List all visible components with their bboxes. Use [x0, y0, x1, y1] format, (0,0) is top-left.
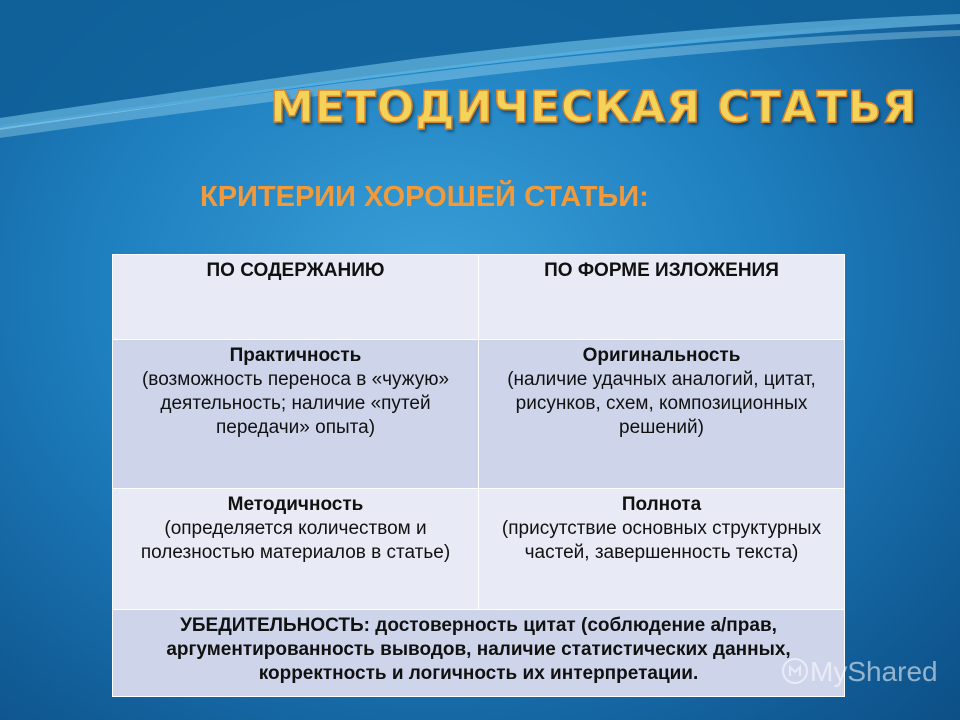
criterion-cell — [479, 340, 845, 489]
slide-subtitle: КРИТЕРИИ ХОРОШЕЙ СТАТЬИ: — [200, 181, 649, 213]
watermark-text: MyShared — [810, 656, 938, 687]
criterion-description: (присутствие основных структурных частей, завершенность текста) — [501, 518, 822, 563]
criteria-table — [112, 254, 845, 697]
criterion-title: Оригинальность — [582, 345, 741, 366]
criterion-title: Методичность — [227, 494, 364, 515]
slide-title: МЕТОДИЧЕСКАЯ СТАТЬЯ — [270, 82, 918, 133]
criterion-cell — [479, 489, 845, 610]
table-row — [113, 340, 845, 489]
criterion-description: (определяется количеством и полезностью материалов в статье) — [140, 518, 451, 563]
criterion-description: (возможность переноса в «чужую» деятельность; наличие «путей передачи» опыта) — [141, 369, 450, 438]
header-form: ПО ФОРМЕ ИЗЛОЖЕНИЯ — [479, 255, 845, 340]
header-content: ПО СОДЕРЖАНИЮ — [113, 255, 479, 340]
table-row — [113, 489, 845, 610]
table-header-row — [113, 255, 845, 340]
criterion-description: (наличие удачных аналогий, цитат, рисунков, схем, композиционных решений) — [507, 369, 816, 438]
myshared-logo-icon — [782, 658, 808, 684]
footer-text: достоверность цитат (соблюдение а/прав, аргументированность выводов, наличие статистических данных, корректность и логичность их интерпретации. — [166, 615, 791, 684]
criterion-cell — [113, 489, 479, 610]
watermark — [782, 656, 938, 688]
criterion-title: Практичность — [229, 345, 362, 366]
table-footer-row — [113, 610, 845, 697]
persuasiveness-cell — [113, 610, 845, 697]
criterion-cell — [113, 340, 479, 489]
footer-lead: УБЕДИТЕЛЬНОСТЬ: — [180, 615, 371, 636]
criterion-title: Полнота — [621, 494, 702, 515]
